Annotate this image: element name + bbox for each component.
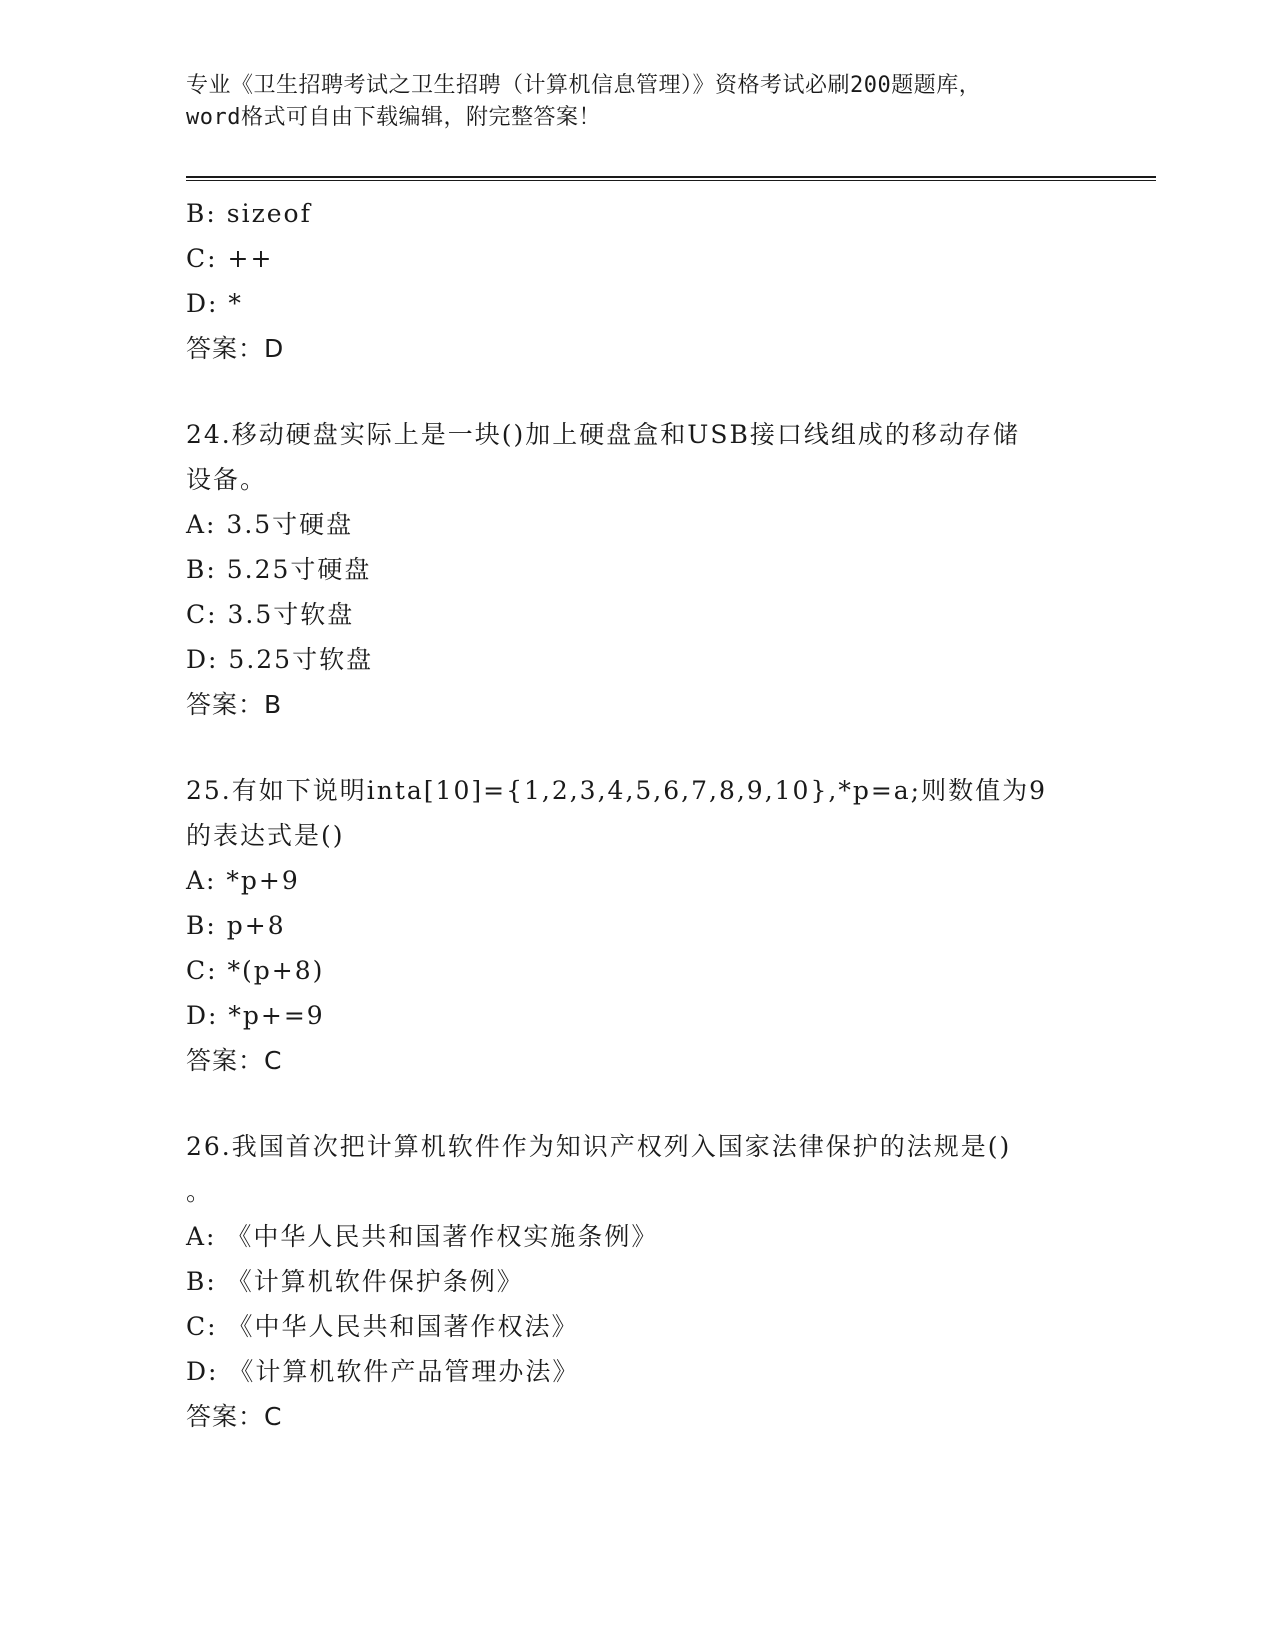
question-line-1: 25.有如下说明inta[10]={1,2,3,4,5,6,7,8,9,10},*p=a;则数值为9	[186, 776, 1047, 805]
option-a: A: *p+9	[186, 866, 300, 895]
option-c: C: ++	[186, 244, 274, 273]
question-text	[186, 1124, 1066, 1214]
option-a: A: 《中华人民共和国著作权实施条例》	[186, 1222, 659, 1251]
header-line-1: 专业《卫生招聘考试之卫生招聘（计算机信息管理）》资格考试必刷200题题库，	[186, 73, 982, 98]
option-c: C: *(p+8)	[186, 956, 325, 985]
option-c: C: 3.5寸软盘	[186, 600, 355, 629]
question-25	[186, 768, 1156, 1084]
option-d: D: *p+=9	[186, 1001, 325, 1030]
option-d: D: 《计算机软件产品管理办法》	[186, 1357, 580, 1386]
answer: 答案：B	[186, 690, 283, 719]
question-line-2: 设备。	[186, 465, 268, 494]
option-b: B: 《计算机软件保护条例》	[186, 1267, 524, 1296]
question-line-1: 24.移动硬盘实际上是一块()加上硬盘盒和USB接口线组成的移动存储	[186, 420, 1020, 449]
option-d: D: *	[186, 289, 243, 318]
question-24	[186, 412, 1156, 728]
option-b: B: 5.25寸硬盘	[186, 555, 372, 584]
question-26	[186, 1124, 1156, 1440]
option-b: B: sizeof	[186, 199, 312, 228]
answer: 答案：C	[186, 1046, 283, 1075]
question-line-1: 26.我国首次把计算机软件作为知识产权列入国家法律保护的法规是()	[186, 1132, 1012, 1161]
header-line-2: word格式可自由下载编辑，附完整答案！	[186, 105, 601, 130]
option-b: B: p+8	[186, 911, 286, 940]
header-divider	[186, 176, 1156, 181]
document-header	[186, 70, 1156, 134]
document-page	[186, 70, 1156, 1440]
question-text	[186, 768, 1066, 858]
question-line-2: 。	[186, 1177, 214, 1206]
question-23	[186, 191, 1156, 372]
question-text	[186, 412, 1066, 502]
option-a: A: 3.5寸硬盘	[186, 510, 354, 539]
answer: 答案：D	[186, 334, 285, 363]
option-d: D: 5.25寸软盘	[186, 645, 374, 674]
answer: 答案：C	[186, 1402, 283, 1431]
option-c: C: 《中华人民共和国著作权法》	[186, 1312, 579, 1341]
question-line-2: 的表达式是()	[186, 821, 345, 850]
question-list	[186, 191, 1156, 1440]
